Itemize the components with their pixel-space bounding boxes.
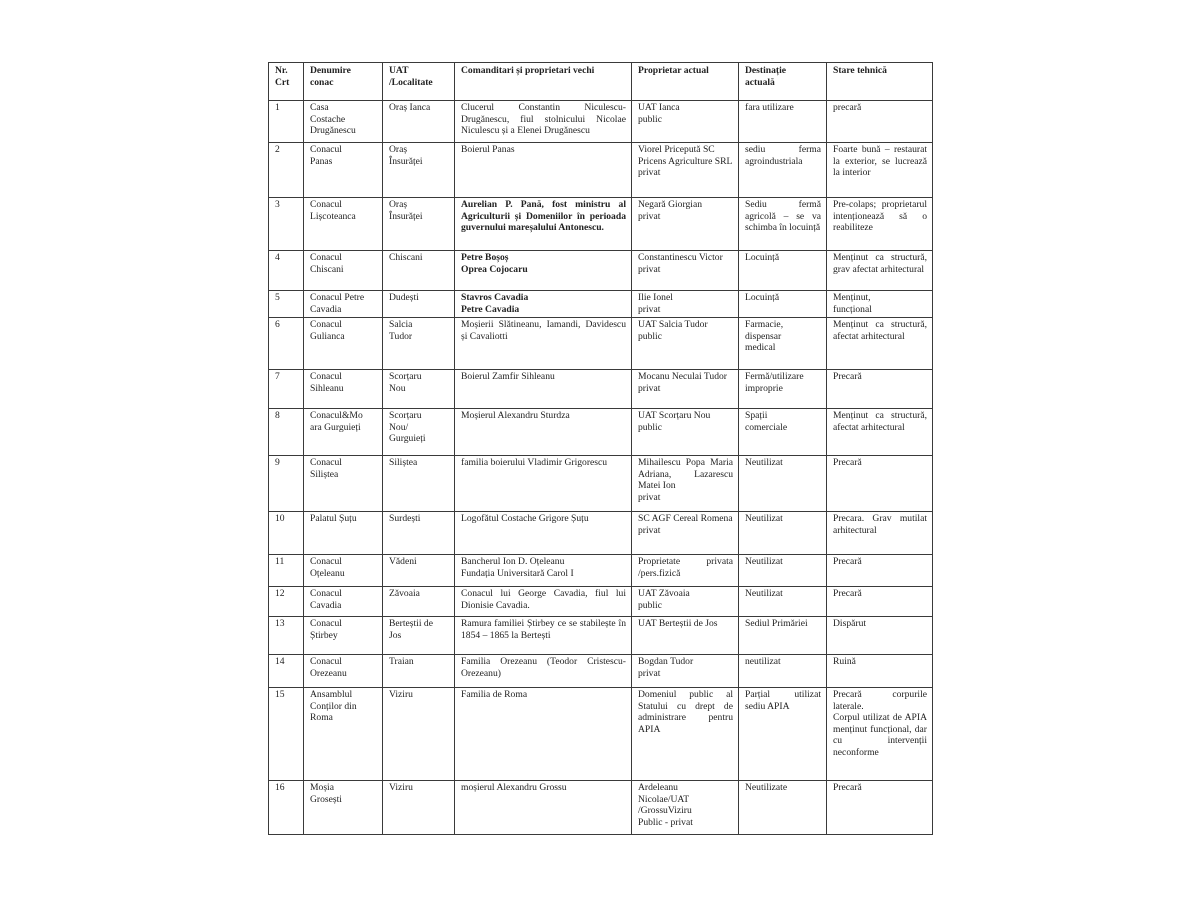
cell-comanditari: moșierul Alexandru Grossu xyxy=(455,781,632,835)
cell-uat: Oraș Ianca xyxy=(383,101,455,143)
cell-nr: 2 xyxy=(269,143,304,198)
cell-uat: Salcia Tudor xyxy=(383,318,455,370)
table-row xyxy=(269,251,933,291)
cell-nr: 15 xyxy=(269,688,304,781)
table-row xyxy=(269,456,933,512)
cell-uat: Siliștea xyxy=(383,456,455,512)
cell-denumire: Casa Costache Drugănescu xyxy=(304,101,383,143)
cell-proprietar: UAT Scorțaru Nou public xyxy=(632,409,739,456)
header-comanditari: Comanditari și proprietari vechi xyxy=(455,63,632,101)
table-row xyxy=(269,655,933,688)
cell-nr: 5 xyxy=(269,291,304,318)
cell-destinatie: Neutilizat xyxy=(739,555,827,587)
cell-stare: Pre-colaps; proprietarul intenționează să o reabiliteze xyxy=(827,198,933,251)
table-row xyxy=(269,617,933,655)
cell-uat: Oraș Însurăței xyxy=(383,198,455,251)
cell-comanditari: Aurelian P. Pană, fost ministru al Agriculturii și Domeniilor în perioada guvernului mareșalului Antonescu. xyxy=(455,198,632,251)
cell-nr: 4 xyxy=(269,251,304,291)
cell-denumire: Conacul Gulianca xyxy=(304,318,383,370)
manor-table xyxy=(268,62,933,835)
cell-denumire: Conacul Orezeanu xyxy=(304,655,383,688)
cell-stare: Precară corpurile laterale. Corpul utilizat de APIA menținut funcțional, dar cu intervenții neconforme xyxy=(827,688,933,781)
cell-comanditari: Boierul Panas xyxy=(455,143,632,198)
table-row xyxy=(269,555,933,587)
cell-nr: 7 xyxy=(269,370,304,409)
cell-uat: Viziru xyxy=(383,781,455,835)
cell-stare: Menținut ca structură, grav afectat arhitectural xyxy=(827,251,933,291)
cell-proprietar: Bogdan Tudor privat xyxy=(632,655,739,688)
cell-stare: Precara. Grav mutilat arhitectural xyxy=(827,512,933,555)
cell-uat: Viziru xyxy=(383,688,455,781)
cell-denumire: Conacul Cavadia xyxy=(304,587,383,617)
cell-stare: Precară xyxy=(827,370,933,409)
cell-stare: Ruină xyxy=(827,655,933,688)
table-row xyxy=(269,291,933,318)
header-stare: Stare tehnică xyxy=(827,63,933,101)
cell-denumire: Conacul Oțeleanu xyxy=(304,555,383,587)
table-row xyxy=(269,781,933,835)
cell-proprietar: Proprietate privata /pers.fizică xyxy=(632,555,739,587)
cell-nr: 6 xyxy=(269,318,304,370)
cell-comanditari: Boierul Zamfir Sihleanu xyxy=(455,370,632,409)
cell-destinatie: Neutilizate xyxy=(739,781,827,835)
cell-denumire: Palatul Șuțu xyxy=(304,512,383,555)
cell-stare: Menținut ca structură, afectat arhitectural xyxy=(827,318,933,370)
cell-destinatie: Fermă/utilizare improprie xyxy=(739,370,827,409)
cell-nr: 13 xyxy=(269,617,304,655)
cell-nr: 10 xyxy=(269,512,304,555)
cell-comanditari: Petre Boșoș Oprea Cojocaru xyxy=(455,251,632,291)
cell-proprietar: Negară Giorgian privat xyxy=(632,198,739,251)
header-proprietar: Proprietar actual xyxy=(632,63,739,101)
table-row xyxy=(269,143,933,198)
cell-proprietar: UAT Berteștii de Jos xyxy=(632,617,739,655)
cell-destinatie: Neutilizat xyxy=(739,456,827,512)
cell-stare: Menținut ca structură, afectat arhitectural xyxy=(827,409,933,456)
cell-comanditari: Familia de Roma xyxy=(455,688,632,781)
cell-proprietar: SC AGF Cereal Romena privat xyxy=(632,512,739,555)
cell-comanditari: Conacul lui George Cavadia, fiul lui Dionisie Cavadia. xyxy=(455,587,632,617)
cell-uat: Dudești xyxy=(383,291,455,318)
cell-proprietar: Mocanu Neculai Tudor privat xyxy=(632,370,739,409)
cell-comanditari: Stavros Cavadia Petre Cavadia xyxy=(455,291,632,318)
cell-stare: Precară xyxy=(827,555,933,587)
cell-stare: Precară xyxy=(827,781,933,835)
cell-uat: Scorțaru Nou xyxy=(383,370,455,409)
cell-stare: Dispărut xyxy=(827,617,933,655)
cell-stare: precară xyxy=(827,101,933,143)
cell-comanditari: Logofătul Costache Grigore Șuțu xyxy=(455,512,632,555)
cell-stare: Precară xyxy=(827,587,933,617)
document-page xyxy=(268,62,932,835)
cell-comanditari: familia boierului Vladimir Grigorescu xyxy=(455,456,632,512)
cell-denumire: Conacul Știrbey xyxy=(304,617,383,655)
header-denumire: Denumire conac xyxy=(304,63,383,101)
cell-destinatie: Locuință xyxy=(739,291,827,318)
cell-denumire: Conacul Sihleanu xyxy=(304,370,383,409)
cell-nr: 8 xyxy=(269,409,304,456)
cell-uat: Zăvoaia xyxy=(383,587,455,617)
cell-comanditari: Moșierii Slătineanu, Iamandi, Davidescu și Cavaliotti xyxy=(455,318,632,370)
cell-destinatie: Parțial utilizat sediu APIA xyxy=(739,688,827,781)
cell-nr: 12 xyxy=(269,587,304,617)
cell-nr: 9 xyxy=(269,456,304,512)
cell-comanditari: Ramura familiei Știrbey ce se stabilește în 1854 – 1865 la Bertești xyxy=(455,617,632,655)
table-row xyxy=(269,587,933,617)
cell-denumire: Moșia Grosești xyxy=(304,781,383,835)
table-row xyxy=(269,101,933,143)
cell-uat: Surdești xyxy=(383,512,455,555)
cell-uat: Berteștii de Jos xyxy=(383,617,455,655)
header-destinatie: Destinație actuală xyxy=(739,63,827,101)
header-nr: Nr. Crt xyxy=(269,63,304,101)
cell-denumire: Conacul Siliștea xyxy=(304,456,383,512)
cell-comanditari: Moșierul Alexandru Sturdza xyxy=(455,409,632,456)
cell-comanditari: Familia Orezeanu (Teodor Cristescu-Orezeanu) xyxy=(455,655,632,688)
cell-denumire: Ansamblul Conților din Roma xyxy=(304,688,383,781)
cell-destinatie: Neutilizat xyxy=(739,512,827,555)
cell-uat: Traian xyxy=(383,655,455,688)
cell-denumire: Conacul Petre Cavadia xyxy=(304,291,383,318)
cell-stare: Menținut, funcțional xyxy=(827,291,933,318)
cell-proprietar: Ardeleanu Nicolae/UAT /GrossuViziru Public - privat xyxy=(632,781,739,835)
cell-denumire: Conacul&Mo ara Gurguieți xyxy=(304,409,383,456)
cell-denumire: Conacul Chiscani xyxy=(304,251,383,291)
cell-stare: Foarte bună – restaurat la exterior, se lucrează la interior xyxy=(827,143,933,198)
cell-proprietar: Constantinescu Victor privat xyxy=(632,251,739,291)
cell-comanditari: Clucerul Constantin Niculescu-Drugănescu, fiul stolnicului Nicolae Niculescu și a Elenei Drugănescu xyxy=(455,101,632,143)
table-row xyxy=(269,409,933,456)
cell-nr: 16 xyxy=(269,781,304,835)
cell-proprietar: UAT Zăvoaia public xyxy=(632,587,739,617)
cell-destinatie: Farmacie, dispensar medical xyxy=(739,318,827,370)
table-row xyxy=(269,318,933,370)
cell-nr: 3 xyxy=(269,198,304,251)
cell-nr: 14 xyxy=(269,655,304,688)
table-row xyxy=(269,198,933,251)
cell-proprietar: Domeniul public al Statului cu drept de administrare pentru APIA xyxy=(632,688,739,781)
cell-uat: Oraș Însurăței xyxy=(383,143,455,198)
cell-denumire: Conacul Lișcoteanca xyxy=(304,198,383,251)
cell-proprietar: UAT Salcia Tudor public xyxy=(632,318,739,370)
table-row xyxy=(269,688,933,781)
cell-destinatie: Sediul Primăriei xyxy=(739,617,827,655)
cell-uat: Scorțaru Nou/ Gurguieți xyxy=(383,409,455,456)
cell-nr: 1 xyxy=(269,101,304,143)
table-header-row xyxy=(269,63,933,101)
table-row xyxy=(269,512,933,555)
cell-proprietar: Ilie Ionel privat xyxy=(632,291,739,318)
cell-uat: Chiscani xyxy=(383,251,455,291)
header-uat: UAT /Localitate xyxy=(383,63,455,101)
cell-proprietar: Viorel Pricepută SC Pricens Agriculture SRL privat xyxy=(632,143,739,198)
cell-proprietar: Mihailescu Popa Maria Adriana, Lazarescu Matei Ion privat xyxy=(632,456,739,512)
cell-proprietar: UAT Ianca public xyxy=(632,101,739,143)
cell-denumire: Conacul Panas xyxy=(304,143,383,198)
cell-destinatie: fara utilizare xyxy=(739,101,827,143)
cell-destinatie: Spații comerciale xyxy=(739,409,827,456)
cell-destinatie: Sediu fermă agricolă – se va schimba în locuință xyxy=(739,198,827,251)
cell-stare: Precară xyxy=(827,456,933,512)
cell-destinatie: sediu ferma agroindustriala xyxy=(739,143,827,198)
cell-nr: 11 xyxy=(269,555,304,587)
cell-destinatie: Neutilizat xyxy=(739,587,827,617)
cell-destinatie: Locuință xyxy=(739,251,827,291)
cell-comanditari: Bancherul Ion D. Oțeleanu Fundația Universitară Carol I xyxy=(455,555,632,587)
cell-destinatie: neutilizat xyxy=(739,655,827,688)
cell-uat: Vădeni xyxy=(383,555,455,587)
table-row xyxy=(269,370,933,409)
